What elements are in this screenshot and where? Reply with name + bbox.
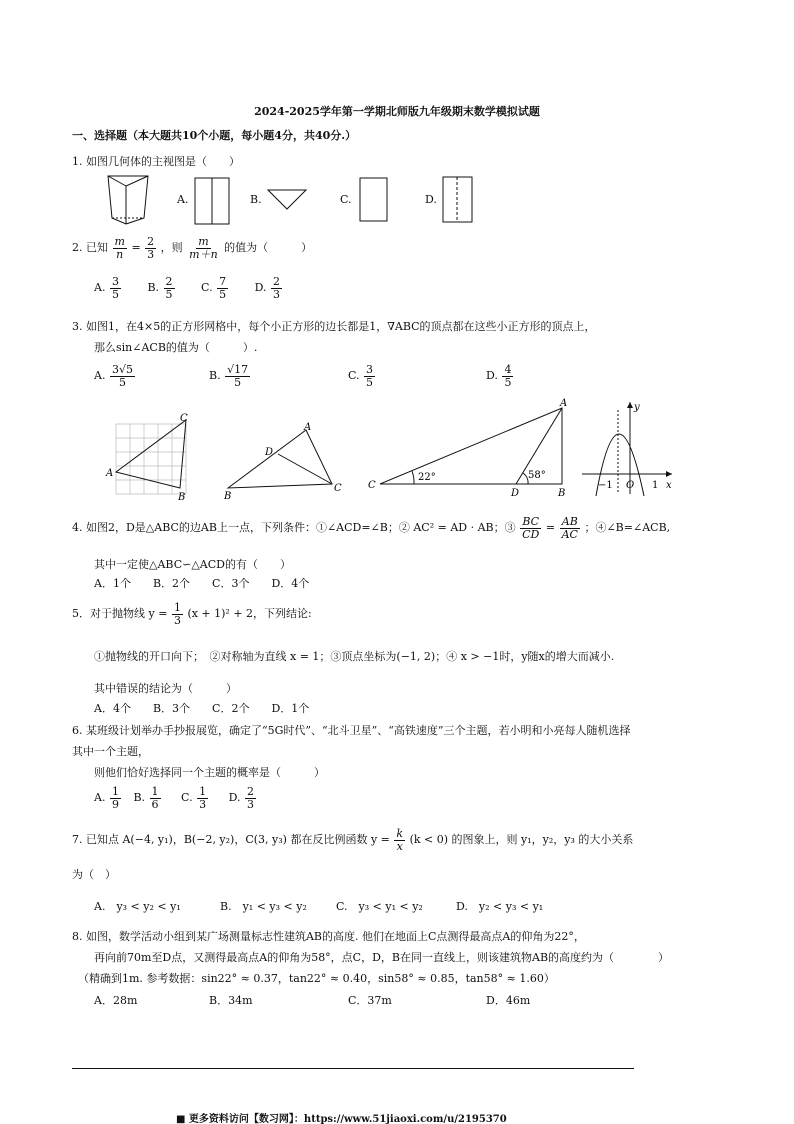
q8-option-d: D．46m bbox=[486, 994, 531, 1007]
q1-option-d-figure bbox=[442, 176, 474, 224]
question-5-line2: ①抛物线的开口向下； ②对称轴为直线 x = 1；③顶点坐标为(−1, 2)；④ x > −1时，y随x的增大而减小. bbox=[94, 650, 615, 663]
q6-option-b: B. $\frac{1}{6}$ bbox=[133, 785, 159, 811]
parabola-label-y: y bbox=[634, 402, 640, 413]
q1-option-b-figure bbox=[267, 189, 307, 211]
question-3-line2: 那么sin∠ACB的值为（ ）. bbox=[94, 341, 258, 354]
q2-option-d: D. $\frac{2}{3}$ bbox=[254, 275, 281, 301]
question-2-options bbox=[94, 276, 305, 300]
q1-solid-figure bbox=[104, 172, 152, 228]
q7-option-c: C. y₃ < y₁ < y₂ bbox=[336, 900, 423, 913]
q3-option-d: D. $\frac{4}{5}$ bbox=[486, 363, 512, 389]
q1-option-b-label: B. bbox=[250, 193, 262, 206]
footer-divider bbox=[72, 1068, 634, 1069]
question-8-line1: 8. 如图，数学活动小组到某广场测量标志性建筑AB的高度. 他们在地面上C点测得最高点A的仰角为22°， bbox=[72, 930, 585, 943]
question-4-options: A．1个 B．2个 C．3个 D．4个 bbox=[94, 577, 310, 590]
parabola-label-o: O bbox=[626, 480, 635, 491]
question-4-line1: 4. 如图2，D是△ABC的边AB上一点，下列条件：①∠ACD=∠B；② AC² = AD · AB；③ $\frac{BC}{CD}$ = $\frac{AB}{AC}$ ；④∠B=∠ACB, bbox=[72, 515, 671, 541]
q2-option-c: C. $\frac{7}{5}$ bbox=[201, 275, 227, 301]
q7-option-a: A. y₃ < y₂ < y₁ bbox=[94, 900, 181, 913]
q1-option-c-figure bbox=[359, 177, 389, 223]
tri-label-d: D bbox=[265, 447, 274, 458]
page-title: 2024-2025学年第一学期北师版九年级期末数学模拟试题 bbox=[254, 105, 540, 118]
question-8-line3: （精确到1m. 参考数据：sin22° ≈ 0.37，tan22° ≈ 0.40，sin58° ≈ 0.85，tan58° ≈ 1.60） bbox=[78, 972, 555, 985]
parabola-label-1: 1 bbox=[652, 480, 659, 491]
tri-label-a: A bbox=[304, 422, 312, 433]
q7-option-b: B. y₁ < y₃ < y₂ bbox=[220, 900, 307, 913]
tri-label-c: C bbox=[334, 483, 342, 494]
question-5-options: A．4个 B．3个 C．2个 D．1个 bbox=[94, 702, 310, 715]
figure-grid-triangle bbox=[104, 410, 200, 504]
grid-label-b: B bbox=[178, 492, 186, 503]
question-3-line1: 3. 如图1，在4×5的正方形网格中，每个小正方形的边长都是1，∇ABC的顶点都在这些小正方形的顶点上， bbox=[72, 320, 596, 333]
grid-label-a: A bbox=[106, 468, 114, 479]
question-2-stem: 2. 已知 $\frac{m}{n}$ = $\frac{2}{3}$ ，则 $\frac{m}{m+n}$ 的值为（ ） bbox=[72, 235, 313, 261]
figure-parabola bbox=[578, 398, 678, 498]
slope-label-b: B bbox=[558, 488, 566, 499]
question-8-line2: 再向前70m至D点，又测得最高点A的仰角为58°，点C，D，B在同一直线上，则该建筑物AB的高度约为（ ） bbox=[94, 951, 670, 964]
footer-link[interactable]: ■ 更多资料访问【数习网】：https://www.51jiaoxi.com/u/2195370 bbox=[176, 1114, 507, 1124]
slope-label-c: C bbox=[368, 480, 376, 491]
grid-label-c: C bbox=[180, 413, 188, 424]
q3-option-a: A. $\frac{3√5}{5}$ bbox=[94, 363, 133, 389]
q1-option-d-label: D. bbox=[425, 193, 437, 206]
tri-label-b: B bbox=[224, 491, 232, 502]
q8-option-b: B．34m bbox=[209, 994, 253, 1007]
q1-option-a-figure bbox=[194, 177, 230, 225]
q6-option-a: A. $\frac{1}{9}$ bbox=[94, 785, 119, 811]
figure-triangle-abcd bbox=[220, 418, 350, 502]
q3-option-b: B. $\frac{√17}{5}$ bbox=[209, 363, 249, 389]
q7-option-d: D. y₂ < y₃ < y₁ bbox=[456, 900, 544, 913]
question-4-line2: 其中一定使△ABC∽△ACD的有（ ） bbox=[94, 558, 291, 571]
slope-angle-58: 58° bbox=[528, 470, 546, 481]
q1-option-c-label: C. bbox=[340, 193, 352, 206]
question-6-line2: 其中一个主题， bbox=[72, 745, 149, 758]
parabola-label-minus1: −1 bbox=[598, 480, 613, 491]
slope-angle-22: 22° bbox=[418, 472, 436, 483]
q8-option-a: A．28m bbox=[94, 994, 138, 1007]
q3-option-c: C. $\frac{3}{5}$ bbox=[348, 363, 374, 389]
question-5-line1: 5．对于抛物线 y = $\frac{1}{3}$ (x + 1)² + 2，下列结论: bbox=[72, 601, 312, 627]
figure-elevation-angle bbox=[366, 396, 580, 500]
parabola-label-x: x bbox=[666, 480, 672, 491]
slope-label-d: D bbox=[511, 488, 520, 499]
q2-option-b: B. $\frac{2}{5}$ bbox=[147, 275, 173, 301]
q2-option-a: A. $\frac{3}{5}$ bbox=[94, 275, 119, 301]
q1-option-a-label: A. bbox=[177, 193, 189, 206]
question-6-options bbox=[94, 786, 279, 810]
section-heading: 一、选择题（本大题共10个小题，每小题4分，共40分.） bbox=[72, 129, 357, 142]
question-6-line3: 则他们恰好选择同一个主题的概率是（ ） bbox=[94, 766, 325, 779]
question-1-stem: 1. 如图几何体的主视图是（ ） bbox=[72, 155, 240, 168]
slope-label-a: A bbox=[560, 398, 568, 409]
question-5-line3: 其中错误的结论为（ ） bbox=[94, 682, 237, 695]
q6-option-d: D. $\frac{2}{3}$ bbox=[228, 785, 255, 811]
question-7-line2: 为（ ） bbox=[72, 868, 116, 881]
q8-option-c: C．37m bbox=[348, 994, 392, 1007]
question-6-line1: 6. 某班级计划举办手抄报展览，确定了“5G时代”、“北斗卫星”、“高铁速度”三个主题，若小明和小亮每人随机选择 bbox=[72, 724, 631, 737]
question-7-line1: 7. 已知点 A(−4, y₁)，B(−2, y₂)，C(3, y₃) 都在反比例函数 y = $\frac{k}{x}$ (k < 0) 的图象上，则 y₁，y₂，y₃ 的大小关系 bbox=[72, 827, 634, 853]
q6-option-c: C. $\frac{1}{3}$ bbox=[181, 785, 207, 811]
